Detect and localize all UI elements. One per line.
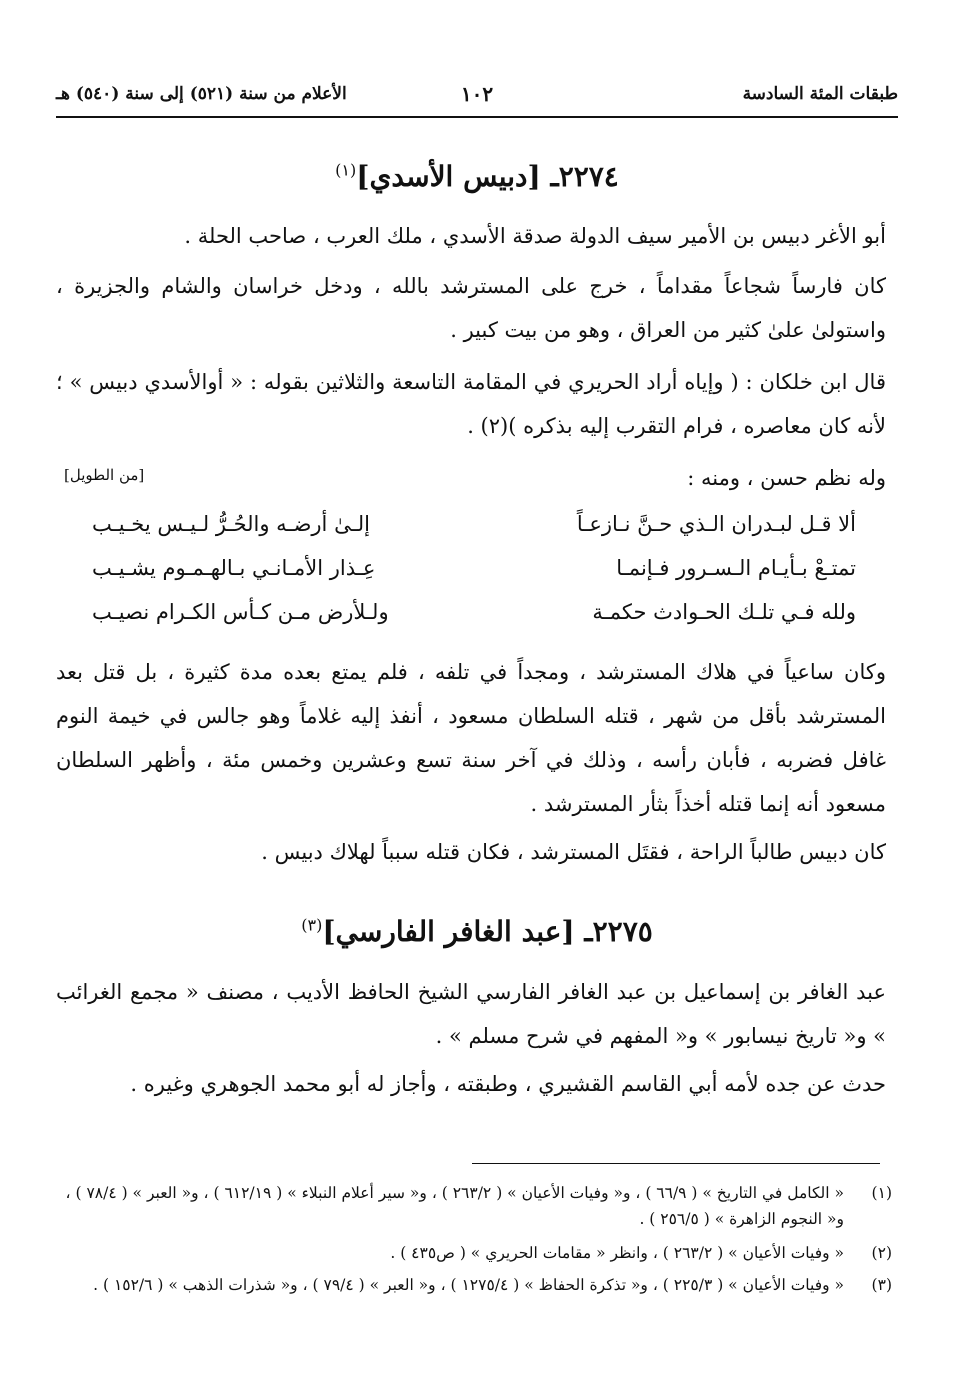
footnote-text: « وفيات الأعيان » ( ٢٦٣/٢ ) ، وانظر « مقامات الحريري » ( ص٤٣٥ ) . — [390, 1244, 844, 1262]
verse-first-hemistich: تمتـعْ بـأيـام الـسـرور فـإنمـا — [616, 556, 856, 580]
footnote-number: (٣) — [871, 1276, 892, 1294]
entry-title-2274: ٢٢٧٤ـ [دبيس الأسدي]$^{(١)}$ — [335, 160, 619, 193]
footnote — [56, 1240, 892, 1266]
paragraph: عبد الغافر بن إسماعيل بن عبد الغافر الفارسي الشيخ الحافظ الأديب ، مصنف « مجمع الغرائب » و« تاريخ نيسابور » و« المفهم في شرح مسلم » . — [56, 980, 886, 1048]
header-rule — [56, 116, 898, 118]
entry-title-2275: ٢٢٧٥ـ [عبد الغافر الفارسي]$^{(٣)}$ — [301, 915, 653, 948]
footnote-ref: (١) — [335, 160, 357, 180]
verse-second-hemistich: ولـلأرض مـن كـأس الكـرام نصيـب — [92, 600, 389, 624]
verse-second-hemistich: عِـذار الأمـانـي بـالهـمـوم يشـيـب — [92, 556, 376, 580]
footnote — [56, 1180, 892, 1232]
page-number: ١٠٢ — [460, 82, 494, 106]
verse-first-hemistich: ولله فـي تلـك الحـوادث حكمـة — [592, 600, 856, 624]
running-header — [56, 80, 898, 110]
poem-meter: [من الطويل] — [64, 466, 145, 484]
paragraph: كان دبيس طالباً الراحة ، فقتَل المسترشد ، فكان قتله سبباً لهلاك دبيس . — [261, 840, 886, 864]
paragraph: كان فارساً شجاعاً مقداماً ، خرج على المسترشد بالله ، ودخل خراسان والشام والجزيرة ، واستولىٰ علىٰ كثير من العراق ، وهو من بيت كبير . — [56, 274, 886, 342]
header-section-title: طبقات المئة السادسة — [742, 84, 898, 104]
paragraph: حدث عن جده لأمه أبي القاسم القشيري ، وطبقته ، وأجاز له أبو محمد الجوهري وغيره . — [130, 1072, 886, 1096]
footnote-text: « وفيات الأعيان » ( ٢٢٥/٣ ) ، و« تذكرة الحفاظ » ( ١٢٧٥/٤ ) ، و« العبر » ( ٧٩/٤ ) ، و« شذرات الذهب » ( ١٥٢/٦ ) . — [93, 1276, 844, 1294]
verse-second-hemistich: إلـىٰ أرضـه والحُـرُّ لـيـس يخـيـب — [92, 512, 370, 536]
header-range-title: الأعلام من سنة (٥٢١) إلى سنة (٥٤٠) هـ — [56, 84, 347, 104]
paragraph: قال ابن خلكان : ( وإياه أراد الحريري في المقامة التاسعة والثلاثين بقوله : « أوالأسدي دبيس » ؛ لأنه كان معاصره ، فرام التقرب إليه بذكره )(٢) . — [56, 370, 886, 438]
footnote-rule — [472, 1163, 880, 1164]
poem-intro: وله نظم حسن ، ومنه : — [687, 466, 886, 490]
footnote-number: (٢) — [871, 1244, 892, 1262]
footnote — [56, 1272, 892, 1298]
footnote-ref: (٣) — [301, 915, 323, 935]
paragraph: وكان ساعياً في هلاك المسترشد ، ومجداً في تلفه ، فلم يمتع بعده مدة كثيرة ، بل قتل بعد المسترشد بأقل من شهر ، قتله السلطان مسعود ، أنفذ إليه غلاماً وهو جالس في خيمة النوم غافل فضربه ، فأبان رأسه ، وذلك في آخر سنة تسع وعشرين وخمس مئة ، وأظهر السلطان مسعود أنه إنما قتله أخذاً بثأر المسترشد . — [56, 660, 886, 816]
verse-first-hemistich: ألا قـل لبـدران الـذي حـنَّ نـازعـاً — [576, 512, 856, 536]
paragraph: أبو الأغر دبيس بن الأمير سيف الدولة صدقة الأسدي ، ملك العرب ، صاحب الحلة . — [184, 224, 886, 248]
footnote-text: « الكامل في التاريخ » ( ٦٦/٩ ) ، و« وفيات الأعيان » ( ٢٦٣/٢ ) ، و« سير أعلام النبلاء » ( ٦١٢/١٩ ) ، و« العبر » ( ٧٨/٤ ) ، و« النجوم الزاهرة » ( ٢٥٦/٥ ) . — [65, 1184, 844, 1228]
footnote-number: (١) — [871, 1184, 892, 1202]
